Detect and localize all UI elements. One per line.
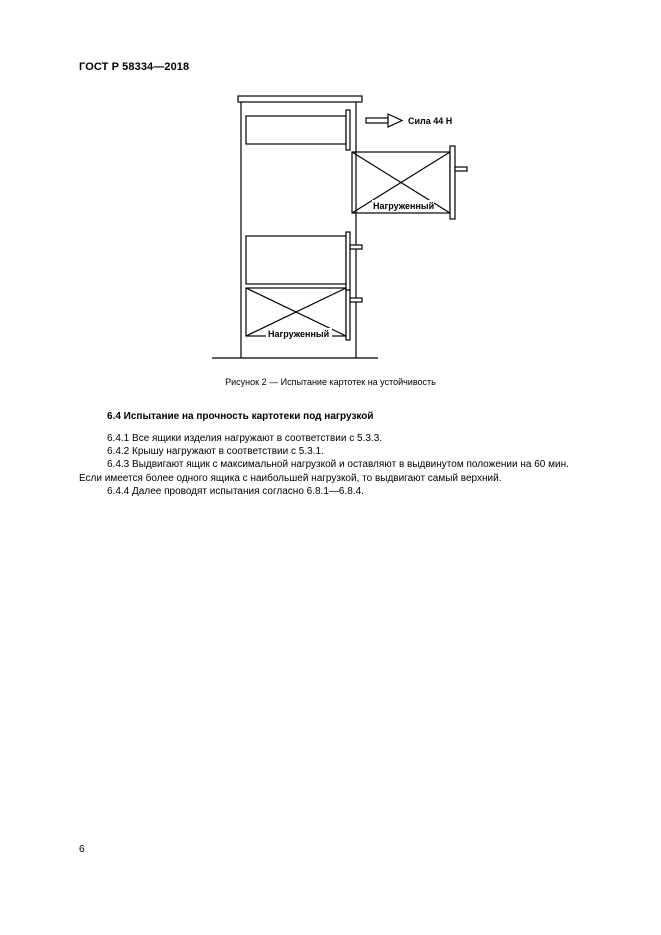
paragraph-6-4-3: 6.4.3 Выдвигают ящик с максимальной нагрузкой и оставляют в выдвинутом положении на 60 мин. Если имеется более одного ящика с наибольшей нагрузкой, то выдвигают самый верхний.: [79, 459, 569, 484]
paragraph-6-4-1: 6.4.1 Все ящики изделия нагружают в соответствии с 5.3.3.: [107, 433, 383, 444]
stability-test-figure: [0, 0, 661, 380]
drawer-top: [246, 116, 346, 144]
drawer-bottom-front: [346, 290, 350, 340]
drawer-third: [246, 236, 346, 284]
loaded-label-bottom: Нагруженный: [268, 329, 330, 339]
drawer-bottom-handle: [350, 298, 362, 302]
figure-caption: Рисунок 2 — Испытание картотек на устойчивость: [225, 377, 436, 387]
page-number: 6: [79, 844, 85, 855]
document-code: ГОСТ Р 58334—2018: [79, 61, 190, 73]
drawer-third-front: [346, 232, 350, 290]
loaded-label-extended: Нагруженный: [373, 201, 435, 211]
section-heading: 6.4 Испытание на прочность картотеки под нагрузкой: [107, 411, 374, 422]
drawer-extended-front: [450, 146, 455, 219]
cabinet-roof: [238, 96, 362, 102]
paragraph-6-4-4: 6.4.4 Далее проводят испытания согласно 6.8.1—6.8.4.: [107, 486, 364, 497]
force-label: Сила 44 Н: [408, 116, 453, 126]
paragraph-6-4-2: 6.4.2 Крышу нагружают в соответствии с 5.3.1.: [107, 446, 324, 457]
drawer-extended-handle: [455, 167, 467, 171]
force-arrow-icon: [366, 114, 402, 127]
drawer-third-handle: [350, 245, 362, 249]
drawer-top-front: [346, 110, 350, 150]
